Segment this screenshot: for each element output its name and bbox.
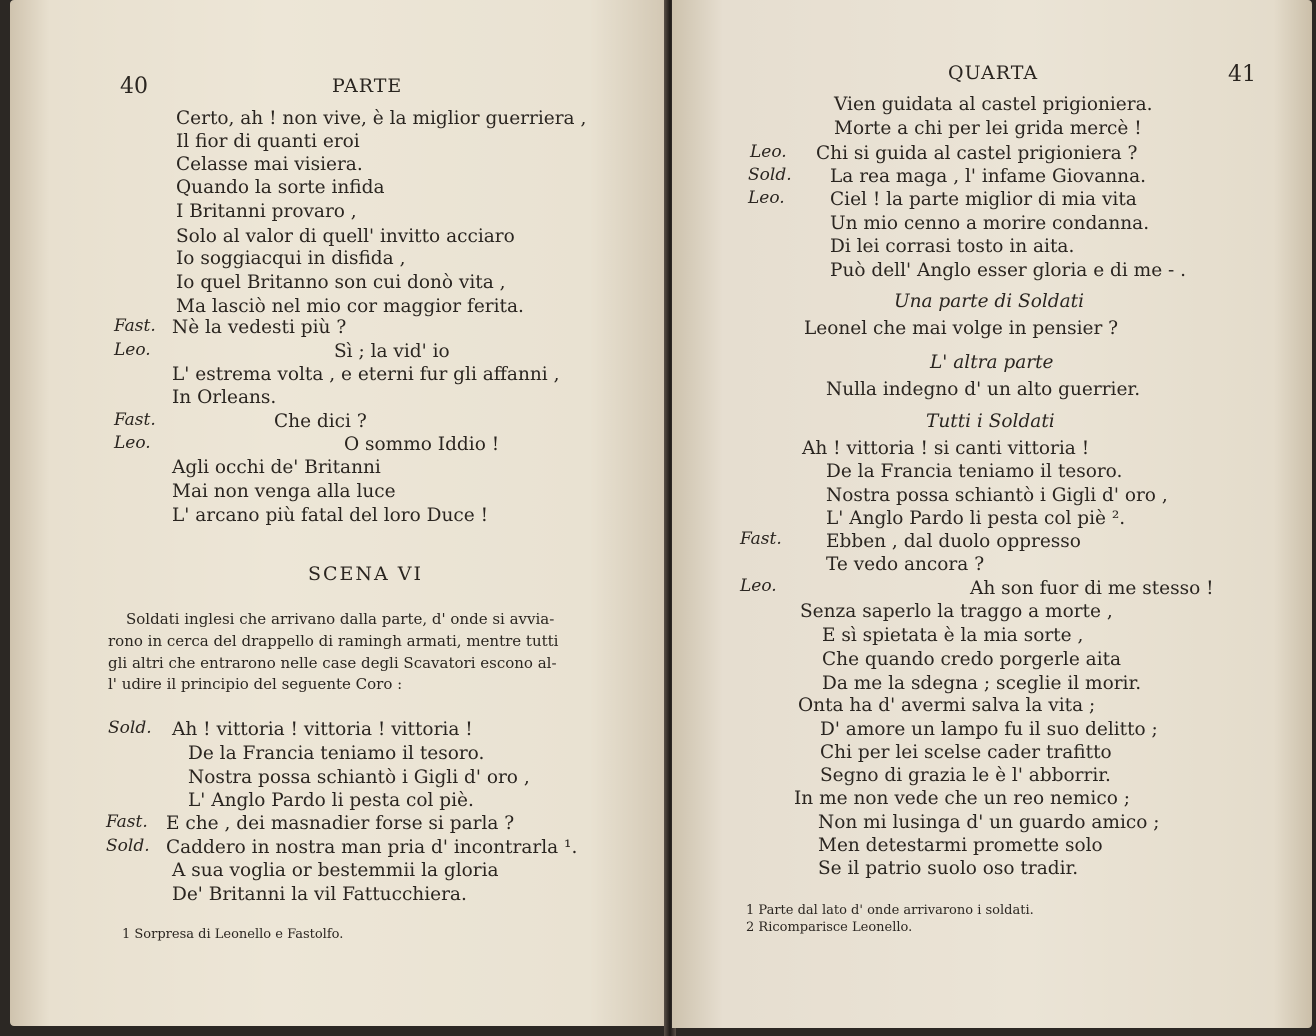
page-number: 41 [1228, 62, 1256, 87]
verse-line: Che quando credo porgerle aita [822, 649, 1122, 670]
verse-line: Chi per lei scelse cader trafitto [820, 742, 1112, 763]
verse-line: Chi si guida al castel prigioniera ? [816, 143, 1138, 164]
verse-line: I Britanni provaro , [176, 201, 357, 222]
verse-line: Te vedo ancora ? [826, 554, 985, 575]
footnote: 1 Parte dal lato d' onde arrivarono i soldati. [746, 903, 1034, 918]
stage-direction-line: rono in cerca del drappello di ramingh armati, mentre tutti [108, 632, 559, 650]
verse-line: Ah son fuor di me stesso ! [970, 578, 1214, 599]
verse-line: Certo, ah ! non vive, è la miglior guerriera , [176, 108, 587, 129]
speaker-label: Fast. [106, 812, 148, 832]
verse-line: Se il patrio suolo oso tradir. [818, 858, 1079, 879]
verse-line: Caddero in nostra man pria d' incontrarla ¹. [166, 837, 578, 858]
right-page [672, 0, 1312, 1028]
speaker-label: Leo. [740, 576, 777, 596]
verse-line: De' Britanni la vil Fattucchiera. [172, 884, 467, 905]
verse-line: D' amore un lampo fu il suo delitto ; [820, 719, 1158, 740]
speaker-label: Leo. [748, 188, 785, 208]
chorus-heading: L' altra parte [930, 352, 1054, 373]
left-page [10, 0, 668, 1026]
speaker-label: Sold. [748, 165, 792, 185]
page-number: 40 [120, 74, 148, 99]
verse-line: Un mio cenno a morire condanna. [830, 213, 1150, 234]
running-head: PARTE [332, 75, 403, 97]
verse-line: La rea maga , l' infame Giovanna. [830, 166, 1146, 187]
verse-line: Morte a chi per lei grida mercè ! [834, 118, 1142, 139]
verse-line: E sì spietata è la mia sorte , [822, 625, 1084, 646]
speaker-label: Sold. [106, 836, 150, 856]
stage-direction-line: gli altri che entrarono nelle case degli Scavatori escono al- [108, 654, 557, 672]
verse-line: Leonel che mai volge in pensier ? [804, 318, 1119, 339]
running-head: QUARTA [948, 62, 1039, 84]
verse-line: L' Anglo Pardo li pesta col piè ². [826, 508, 1126, 529]
chorus-heading: Una parte di Soldati [894, 291, 1084, 312]
stage-direction-line: Soldati inglesi che arrivano dalla parte, d' onde si avvia- [126, 610, 555, 628]
verse-line: Ciel ! la parte miglior di mia vita [830, 189, 1137, 210]
verse-line: L' Anglo Pardo li pesta col piè. [188, 790, 474, 811]
speaker-label: Fast. [114, 316, 156, 336]
speaker-label: Fast. [114, 410, 156, 430]
verse-line: Agli occhi de' Britanni [172, 457, 381, 478]
verse-line: L' estrema volta , e eterni fur gli affanni , [172, 364, 560, 385]
footnote: 1 Sorpresa di Leonello e Fastolfo. [122, 927, 344, 942]
speaker-label: Sold. [108, 718, 152, 738]
footnote: 2 Ricomparisce Leonello. [746, 920, 913, 935]
verse-line: L' arcano più fatal del loro Duce ! [172, 505, 489, 526]
verse-line: Celasse mai visiera. [176, 154, 363, 175]
verse-line: Può dell' Anglo esser gloria e di me - . [830, 260, 1187, 281]
verse-line: Che dici ? [274, 411, 367, 432]
verse-line: Senza saperlo la traggo a morte , [800, 601, 1113, 622]
verse-line: De la Francia teniamo il tesoro. [826, 461, 1123, 482]
verse-line: Quando la sorte infida [176, 177, 385, 198]
verse-line: Ma lasciò nel mio cor maggior ferita. [176, 296, 524, 317]
stage-direction-line: l' udire il principio del seguente Coro : [108, 675, 403, 693]
verse-line: Nulla indegno d' un alto guerrier. [826, 379, 1141, 400]
verse-line: Vien guidata al castel prigioniera. [834, 94, 1153, 115]
verse-line: Nostra possa schiantò i Gigli d' oro , [826, 485, 1168, 506]
chorus-heading: Tutti i Soldati [926, 411, 1055, 432]
verse-line: Ebben , dal duolo oppresso [826, 531, 1081, 552]
verse-line: E che , dei masnadier forse si parla ? [166, 813, 515, 834]
verse-line: O sommo Iddio ! [344, 434, 500, 455]
verse-line: Nostra possa schiantò i Gigli d' oro , [188, 767, 530, 788]
verse-line: Nè la vedesti più ? [172, 317, 347, 338]
speaker-label: Leo. [114, 433, 151, 453]
speaker-label: Leo. [750, 142, 787, 162]
verse-line: Di lei corrasi tosto in aita. [830, 236, 1075, 257]
verse-line: Io soggiacqui in disfida , [176, 248, 406, 269]
speaker-label: Leo. [114, 340, 151, 360]
verse-line: In me non vede che un reo nemico ; [794, 788, 1130, 809]
verse-line: Onta ha d' avermi salva la vita ; [798, 695, 1096, 716]
verse-line: Da me la sdegna ; sceglie il morir. [822, 673, 1142, 694]
verse-line: Ah ! vittoria ! vittoria ! vittoria ! [172, 719, 473, 740]
verse-line: Men detestarmi promette solo [818, 835, 1103, 856]
verse-line: A sua voglia or bestemmii la gloria [172, 860, 499, 881]
speaker-label: Fast. [740, 529, 782, 549]
verse-line: Io quel Britanno son cui donò vita , [176, 272, 506, 293]
verse-line: Solo al valor di quell' invitto acciaro [176, 226, 515, 247]
verse-line: In Orleans. [172, 387, 277, 408]
verse-line: Mai non venga alla luce [172, 481, 396, 502]
verse-line: Il fior di quanti eroi [176, 131, 360, 152]
verse-line: Sì ; la vid' io [334, 341, 450, 362]
verse-line: Segno di grazia le è l' abborrir. [820, 765, 1111, 786]
verse-line: Ah ! vittoria ! si canti vittoria ! [802, 438, 1090, 459]
verse-line: De la Francia teniamo il tesoro. [188, 743, 485, 764]
verse-line: Non mi lusinga d' un guardo amico ; [818, 812, 1160, 833]
scene-title: SCENA VI [308, 563, 424, 585]
